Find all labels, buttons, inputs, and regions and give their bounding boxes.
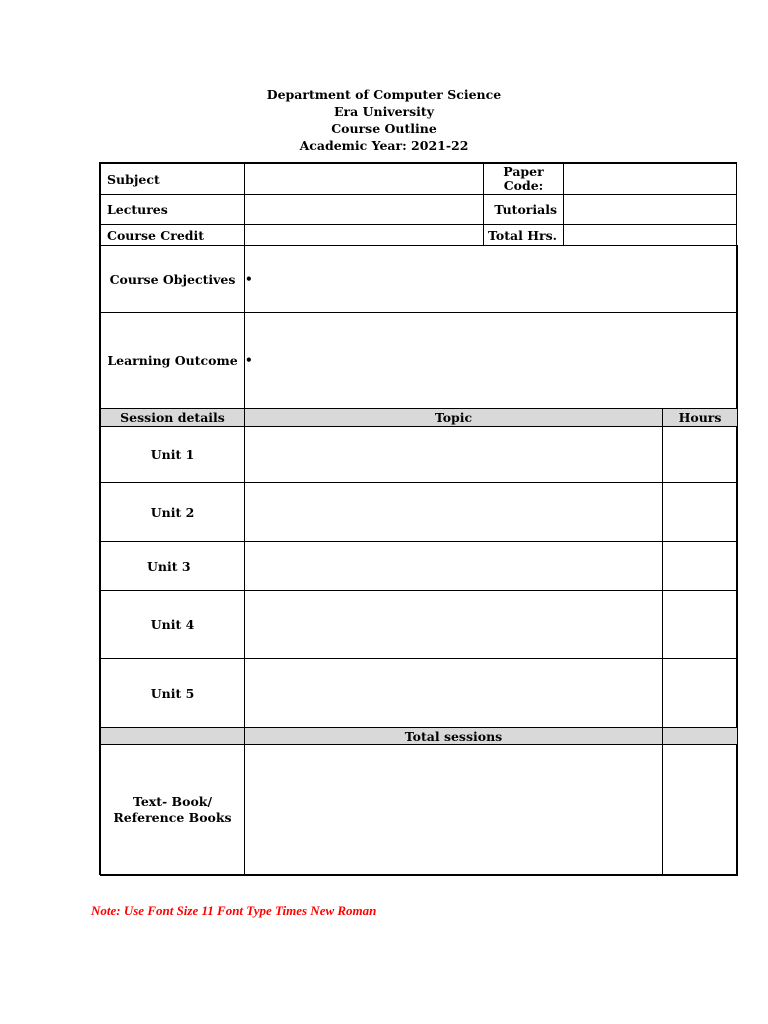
- unit-3-topic-field[interactable]: [244, 541, 663, 591]
- outcome-bullet: •: [245, 353, 253, 367]
- outline-title: Course Outline: [331, 121, 437, 136]
- course-credit-field[interactable]: [244, 224, 484, 246]
- lectures-field[interactable]: [244, 194, 484, 225]
- course-credit-label: Course Credit: [100, 224, 245, 246]
- unit-4-topic-field[interactable]: [244, 590, 663, 659]
- font-note: Note: Use Font Size 11 Font Type Times New Roman: [91, 903, 377, 918]
- objectives-bullet: •: [245, 271, 253, 286]
- paper-code-label: Paper Code:: [483, 163, 564, 195]
- session-details-header: Session details: [100, 408, 245, 427]
- unit-1-topic-field[interactable]: [244, 426, 663, 483]
- university-title: Era University: [334, 104, 434, 119]
- unit-2-topic-field[interactable]: [244, 482, 663, 542]
- academic-year: Academic Year: 2021-22: [299, 138, 469, 153]
- unit-3-hours-field[interactable]: [662, 541, 738, 591]
- unit-3-label: Unit 3: [100, 541, 245, 591]
- unit-4-hours-field[interactable]: [662, 590, 738, 659]
- document-header: [0, 86, 768, 154]
- topic-header: Topic: [244, 408, 663, 427]
- lectures-label: Lectures: [100, 194, 245, 225]
- course-objectives-field[interactable]: [244, 245, 738, 313]
- unit-2-hours-field[interactable]: [662, 482, 738, 542]
- text-books-label: Text- Book/ Reference Books: [100, 744, 245, 876]
- paper-code-field[interactable]: [563, 163, 737, 195]
- learning-outcome-field[interactable]: [244, 312, 738, 409]
- unit-5-label: Unit 5: [100, 658, 245, 728]
- subject-label: Subject: [100, 163, 245, 195]
- unit-5-hours-field[interactable]: [662, 658, 738, 728]
- course-objectives-label: Course Objectives: [100, 245, 245, 313]
- subject-field[interactable]: [244, 163, 484, 195]
- total-hrs-label: Total Hrs.: [483, 224, 564, 246]
- learning-outcome-label: Learning Outcome: [100, 312, 245, 409]
- department-title: Department of Computer Science: [266, 87, 502, 102]
- hours-header: Hours: [662, 408, 738, 427]
- course-outline-table: [99, 162, 737, 875]
- total-sessions-label: Total sessions: [244, 727, 663, 745]
- total-hrs-field[interactable]: [563, 224, 737, 246]
- unit-1-hours-field[interactable]: [662, 426, 738, 483]
- unit-1-label: Unit 1: [100, 426, 245, 483]
- total-sessions-blank: [100, 727, 245, 745]
- tutorials-field[interactable]: [563, 194, 737, 225]
- unit-2-label: Unit 2: [100, 482, 245, 542]
- total-sessions-hours-field[interactable]: [662, 727, 738, 745]
- tutorials-label: Tutorials: [483, 194, 564, 225]
- unit-4-label: Unit 4: [100, 590, 245, 659]
- unit-5-topic-field[interactable]: [244, 658, 663, 728]
- text-books-field[interactable]: [244, 744, 663, 876]
- text-books-hours-field[interactable]: [662, 744, 738, 876]
